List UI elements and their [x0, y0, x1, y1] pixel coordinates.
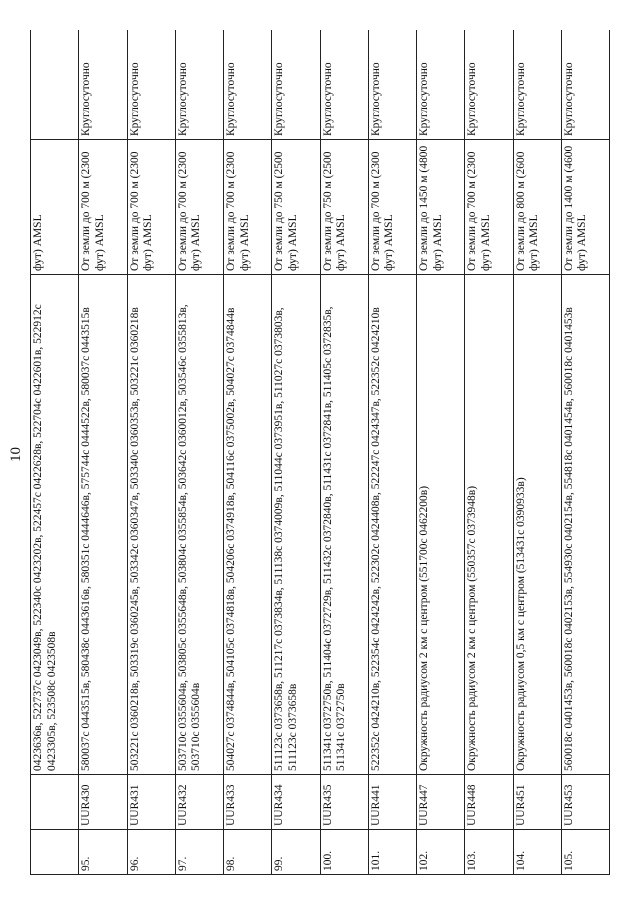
row-number-cell: 95.: [79, 830, 127, 875]
altitude-cell: фут) AMSL: [31, 140, 79, 275]
altitude-cell: От земли до 700 м (2300 фут) AMSL: [175, 140, 223, 275]
table-row: [175, 30, 223, 875]
operating-time-cell: Круглосуточно: [272, 30, 320, 140]
table-row: [513, 30, 561, 875]
operating-time-cell: Круглосуточно: [175, 30, 223, 140]
zone-code-cell: [31, 775, 79, 830]
coordinates-cell: 503710с 0355604в, 503805с 0355648в, 503804с 0355854в, 503642с 0360012в, 503546с 0355813в, 503710с 0355604в: [175, 275, 223, 775]
zone-code-cell: UUR434: [272, 775, 320, 830]
restricted-areas-table: [30, 30, 610, 875]
table-row: [465, 30, 513, 875]
row-number-cell: 105.: [561, 830, 609, 875]
table-row: [561, 30, 609, 875]
row-number-cell: 97.: [175, 830, 223, 875]
altitude-cell: От земли до 750 м (2500 фут) AMSL: [320, 140, 368, 275]
row-number-cell: 101.: [368, 830, 416, 875]
coordinates-cell: 503221с 0360218в, 503319с 0360245в, 503342с 0360347в, 503340с 0360353в, 503221с 0360218в: [127, 275, 175, 775]
zone-code-cell: UUR451: [513, 775, 561, 830]
coordinates-cell: Окружность радиусом 2 км с центром (550357с 0373948в): [465, 275, 513, 775]
row-number-cell: 100.: [320, 830, 368, 875]
operating-time-cell: Круглосуточно: [561, 30, 609, 140]
row-number-cell: 98.: [224, 830, 272, 875]
operating-time-cell: Круглосуточно: [127, 30, 175, 140]
coordinates-cell: 511341с 0372750в, 511404с 0372729в, 511432с 0372840в, 511431с 0372841в, 511405с 0372835в, 511341с 0372750в: [320, 275, 368, 775]
coordinates-cell: Окружность радиусом 0,5 км с центром (513431с 0390933в): [513, 275, 561, 775]
table-body: [31, 30, 610, 875]
table-container: [30, 30, 610, 875]
altitude-cell: От земли до 700 м (2300 фут) AMSL: [368, 140, 416, 275]
operating-time-cell: Круглосуточно: [368, 30, 416, 140]
zone-code-cell: UUR435: [320, 775, 368, 830]
zone-code-cell: UUR431: [127, 775, 175, 830]
operating-time-cell: Круглосуточно: [417, 30, 465, 140]
row-number-cell: 102.: [417, 830, 465, 875]
coordinates-cell: 522352с 0424210в, 522354с 0424242в, 522302с 0424408в, 522247с 0424347в, 522352с 0424210в: [368, 275, 416, 775]
operating-time-cell: Круглосуточно: [465, 30, 513, 140]
table-row: [31, 30, 79, 875]
coordinates-cell: 0423636в, 522737с 0423049в, 522340с 0423202в, 522457с 0422628в, 522704с 0422601в, 522912с 0423305в, 523508с 0423508в: [31, 275, 79, 775]
row-number-cell: 104.: [513, 830, 561, 875]
row-number-cell: 103.: [465, 830, 513, 875]
table-row: [368, 30, 416, 875]
operating-time-cell: Круглосуточно: [79, 30, 127, 140]
row-number-cell: 99.: [272, 830, 320, 875]
row-number-cell: 96.: [127, 830, 175, 875]
page-number: 10: [8, 447, 24, 462]
table-row: [417, 30, 465, 875]
zone-code-cell: UUR448: [465, 775, 513, 830]
altitude-cell: От земли до 700 м (2300 фут) AMSL: [224, 140, 272, 275]
altitude-cell: От земли до 700 м (2300 фут) AMSL: [465, 140, 513, 275]
table-row: [272, 30, 320, 875]
altitude-cell: От земли до 700 м (2300 фут) AMSL: [79, 140, 127, 275]
zone-code-cell: UUR453: [561, 775, 609, 830]
altitude-cell: От земли до 1450 м (4800 фут) AMSL: [417, 140, 465, 275]
operating-time-cell: Круглосуточно: [224, 30, 272, 140]
coordinates-cell: 580037с 0443515в, 580438с 0443616в, 580351с 0444646в, 575744с 0444522в, 580037с 0443515в: [79, 275, 127, 775]
zone-code-cell: UUR433: [224, 775, 272, 830]
altitude-cell: От земли до 700 м (2300 фут) AMSL: [127, 140, 175, 275]
coordinates-cell: Окружность радиусом 2 км с центром (551700с 0462200в): [417, 275, 465, 775]
coordinates-cell: 511123с 0373658в, 511217с 0373834в, 511138с 0374009в, 511044с 0373951в, 511027с 0373803в, 511123с 0373658в: [272, 275, 320, 775]
coordinates-cell: 504027с 0374844в, 504105с 0374818в, 504206с 0374918в, 504116с 0375002в, 504027с 0374844в: [224, 275, 272, 775]
table-row: [224, 30, 272, 875]
zone-code-cell: UUR432: [175, 775, 223, 830]
operating-time-cell: [31, 30, 79, 140]
table-row: [79, 30, 127, 875]
operating-time-cell: Круглосуточно: [513, 30, 561, 140]
altitude-cell: От земли до 800 м (2600 фут) AMSL: [513, 140, 561, 275]
table-row: [320, 30, 368, 875]
altitude-cell: От земли до 1400 м (4600 фут) AMSL: [561, 140, 609, 275]
rotated-page-content: [30, 30, 610, 875]
table-row: [127, 30, 175, 875]
row-number-cell: [31, 830, 79, 875]
zone-code-cell: UUR430: [79, 775, 127, 830]
altitude-cell: От земли до 750 м (2500 фут) AMSL: [272, 140, 320, 275]
operating-time-cell: Круглосуточно: [320, 30, 368, 140]
coordinates-cell: 560018с 0401453в, 560018с 0402153в, 554930с 0402154в, 554818с 0401454в, 560018с 0401453в: [561, 275, 609, 775]
zone-code-cell: UUR441: [368, 775, 416, 830]
zone-code-cell: UUR447: [417, 775, 465, 830]
